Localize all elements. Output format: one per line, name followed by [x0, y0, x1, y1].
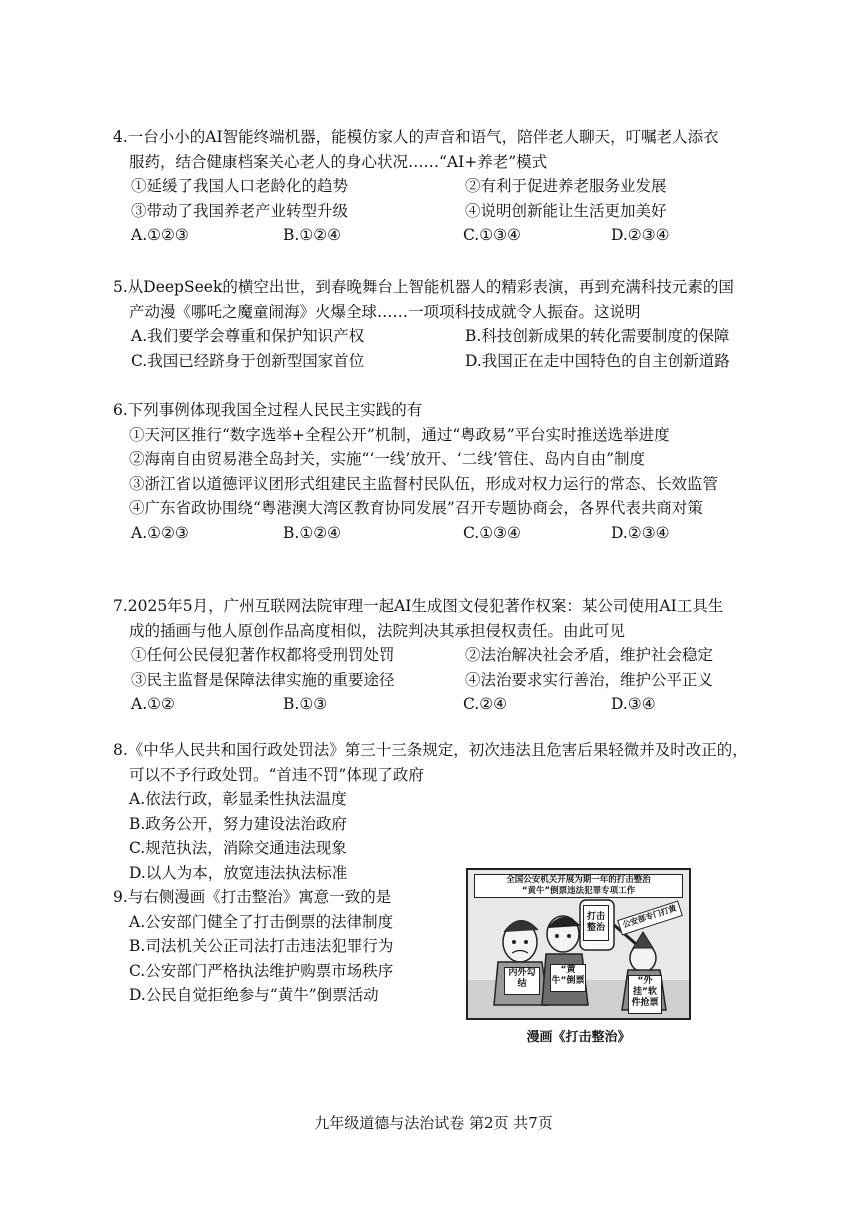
question-stem: 可以不予行政处罚。“首违不罚”体现了政府	[129, 765, 424, 784]
answer-options	[113, 692, 773, 717]
cartoon-tag-strike: 打击整治	[583, 905, 609, 941]
option-b: B.政务公开，努力建设法治政府	[129, 814, 347, 833]
question-stem: 4.一台小小的AI智能终端机器，能模仿家人的声音和语气，陪伴老人聊天，叮嘱老人添衣	[113, 128, 719, 146]
statement-row	[113, 668, 773, 693]
cartoon-image	[466, 868, 691, 1020]
cartoon-tag-plugin: “外挂”软件抢票	[628, 975, 662, 1014]
statement: ①天河区推行“数字选举+全程公开”机制，通过“粤政易”平台实时推送选举进度	[129, 425, 670, 444]
statement: ①任何公民侵犯著作权都将受刑罚处罚	[131, 646, 395, 664]
statement: ④广东省政协围绕“粤港澳大湾区教育协同发展”召开专题协商会，各界代表共商对策	[129, 499, 703, 517]
question-stem: 9.与右侧漫画《打击整治》寓意一致的是	[113, 888, 392, 906]
question-6	[113, 398, 773, 545]
option-a: A.我们要学会尊重和保护知识产权	[131, 327, 365, 345]
question-7	[113, 594, 773, 717]
answer-options	[113, 521, 773, 546]
question-4	[113, 125, 773, 248]
option-d: D.公民自觉拒绝参与“黄牛”倒票活动	[129, 986, 379, 1004]
option-c: C.①③④	[463, 226, 521, 244]
option-row	[113, 324, 773, 349]
option-c: C.②④	[463, 695, 508, 713]
option-b: B.司法机关公正司法打击违法犯罪行为	[129, 937, 394, 955]
statement: ②有利于促进养老服务业发展	[465, 177, 667, 195]
question-stem: 5.从DeepSeek的横空出世，到春晚舞台上智能机器人的精彩表演，再到充满科技元素的国	[113, 278, 734, 296]
cartoon-tag-collusion: 内外勾结	[504, 967, 540, 995]
cartoon-tag-scalper: “黄牛”倒票	[550, 964, 586, 992]
option-b: B.①②④	[283, 226, 342, 244]
question-stem: 7.2025年5月，广州互联网法院审理一起AI生成图文侵犯著作权案：某公司使用AI工具生	[113, 597, 724, 615]
statement: ④法治要求实行善治，维护公平正义	[465, 670, 714, 689]
question-stem: 服药，结合健康档案关心老人的身心状况……“AI+养老”模式	[129, 152, 548, 171]
statement-row	[113, 174, 773, 199]
question-8	[113, 738, 773, 885]
question-5	[113, 275, 773, 373]
option-d: D.②③④	[611, 523, 670, 542]
question-stem: 产动漫《哪吒之魔童闹海》火爆全球……一项项科技成就令人振奋。这说明	[129, 302, 641, 321]
option-c: C.①③④	[463, 523, 521, 542]
option-c: C.规范执法，消除交通违法现象	[129, 839, 347, 857]
cartoon-banner-line: “黄牛”倒票违法犯罪专项工作	[521, 886, 636, 896]
option-a: A.公安部门健全了打击倒票的法律制度	[129, 912, 394, 931]
statement-row	[113, 199, 773, 224]
statement: ③民主监督是保障法律实施的重要途径	[131, 670, 395, 689]
option-b: B.①③	[283, 695, 328, 713]
option-a: A.①②③	[131, 523, 189, 542]
option-d: D.以人为本，放宽违法执法标准	[129, 863, 348, 882]
cartoon-caption: 漫画《打击整治》	[526, 1030, 631, 1045]
option-a: A.①②③	[131, 226, 189, 244]
option-c: C.公安部门严格执法维护购票市场秩序	[129, 961, 394, 980]
page-footer: 九年级道德与法治试卷 第2页 共7页	[314, 1114, 553, 1132]
option-d: D.③④	[611, 695, 656, 713]
statement: ④说明创新能让生活更加美好	[465, 201, 667, 220]
cartoon-tag-police: 公安部专门打黄	[617, 901, 683, 936]
option-c: C.我国已经跻身于创新型国家首位	[131, 351, 365, 370]
statement: ③带动了我国养老产业转型升级	[131, 201, 349, 220]
option-b: B.①②④	[283, 523, 342, 542]
question-stem: 8.《中华人民共和国行政处罚法》第三十三条规定，初次违法且危害后果轻微并及时改正的，	[113, 741, 748, 759]
statement: ①延缓了我国人口老龄化的趋势	[131, 177, 349, 195]
question-9	[113, 885, 453, 1008]
option-a: A.①②	[131, 695, 175, 713]
option-row	[113, 349, 773, 374]
option-d: D.我国正在走中国特色的自主创新道路	[465, 351, 730, 370]
option-d: D.②③④	[611, 226, 670, 244]
statement-row	[113, 643, 773, 668]
statement: ②海南自由贸易港全岛封关，实施“‘一线’放开、‘二线’管住、岛内自由”制度	[129, 450, 646, 468]
option-b: B.科技创新成果的转化需要制度的保障	[465, 327, 730, 345]
statement: ③浙江省以道德评议团形式组建民主监督村民队伍，形成对权力运行的常态、长效监管	[129, 474, 719, 493]
option-a: A.依法行政，彰显柔性执法温度	[129, 790, 347, 808]
answer-options	[113, 223, 773, 248]
cartoon-banner-line: 全国公安机关开展为期一年的打击整治	[506, 875, 651, 885]
question-stem: 成的插画与他人原创作品高度相似，法院判决其承担侵权责任。由此可见	[129, 621, 626, 640]
statement: ②法治解决社会矛盾，维护社会稳定	[465, 646, 714, 664]
question-stem: 6.下列事例体现我国全过程人民民主实践的有	[113, 401, 423, 419]
